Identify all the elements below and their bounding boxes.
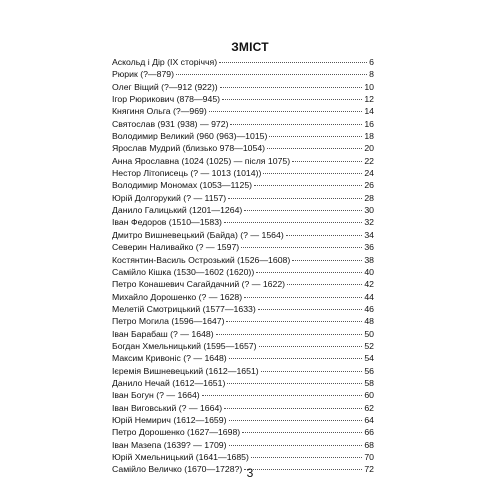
toc-entry — [112, 340, 374, 352]
toc-entry-page: 40 — [364, 266, 374, 277]
toc-entry — [112, 352, 374, 364]
toc-entry-page: 12 — [364, 94, 374, 105]
toc-entry — [112, 130, 374, 142]
toc-entry — [112, 291, 374, 303]
toc-entry-page: 46 — [364, 303, 374, 314]
toc-entry-title: Юрій Долгорукий (? — 1157) — [112, 192, 227, 203]
toc-entry-title: Максим Кривоніс (? — 1648) — [112, 353, 227, 364]
toc-entry-title: Іван Богун (? — 1664) — [112, 390, 200, 401]
dot-leader — [251, 456, 362, 458]
toc-entry — [112, 439, 374, 451]
toc-entry-page: 16 — [364, 118, 374, 129]
toc-entry-title: Мелетій Смотрицький (1577—1633) — [112, 303, 256, 314]
dot-leader — [267, 147, 362, 149]
dot-leader — [259, 345, 363, 347]
toc-entry-title: Іван Барабаш (? — 1648) — [112, 328, 214, 339]
page-title: ЗМІСТ — [231, 40, 269, 54]
toc-entry — [112, 118, 374, 130]
toc-entry — [112, 56, 374, 68]
toc-entry-page: 38 — [364, 254, 374, 265]
dot-leader — [229, 444, 363, 446]
dot-leader — [224, 221, 362, 223]
dot-leader — [216, 333, 363, 335]
toc-entry — [112, 414, 374, 426]
toc-entry — [112, 402, 374, 414]
toc-entry — [112, 254, 374, 266]
dot-leader — [244, 209, 362, 211]
dot-leader — [286, 234, 363, 236]
toc-entry-page: 6 — [369, 57, 374, 67]
toc-entry-page: 36 — [364, 242, 374, 253]
toc-entry-page: 10 — [364, 81, 374, 92]
page-number: 3 — [246, 466, 254, 480]
toc-entry-page: 48 — [364, 316, 374, 327]
dot-leader — [261, 370, 363, 372]
toc-entry — [112, 389, 374, 401]
toc-entry-page: 52 — [364, 340, 374, 351]
toc-entry-title: Ієремія Вишневецький (1612—1651) — [112, 365, 259, 376]
toc-entry-page: 34 — [364, 229, 374, 240]
toc-entry-title: Северин Наливайко (? — 1597) — [112, 242, 240, 253]
toc-entry — [112, 328, 374, 340]
toc-entry-title: Ігор Рюрикович (878—945) — [112, 94, 221, 105]
toc-entry-title: Юрій Хмельницький (1641—1685) — [112, 452, 249, 462]
toc-entry — [112, 451, 374, 463]
dot-leader — [258, 308, 363, 310]
toc-entry-page: 72 — [364, 464, 374, 475]
toc-entry — [112, 155, 374, 167]
dot-leader — [209, 110, 363, 112]
toc-entry-title: Володимир Мономах (1053—1125) — [112, 180, 253, 191]
toc-entry-title: Данило Нечай (1612—1651) — [112, 377, 226, 388]
toc-entry-title: Михайло Дорошенко (? — 1628) — [112, 291, 243, 302]
dot-leader — [226, 320, 362, 322]
dot-leader — [202, 394, 363, 396]
dot-leader — [227, 382, 362, 384]
toc-entry — [112, 81, 374, 93]
toc-entry-page: 56 — [364, 365, 374, 376]
toc-entry-page: 8 — [369, 69, 374, 80]
toc-entry-title: Петро Конашевич Сагайдачний (? — 1622) — [112, 279, 286, 290]
toc-entry — [112, 93, 374, 105]
toc-entry-page: 26 — [364, 180, 374, 191]
toc-entry — [112, 315, 374, 327]
toc-entry-title: Святослав (931 (938) — 972) — [112, 118, 229, 129]
dot-leader — [254, 184, 362, 186]
toc-entry — [112, 303, 374, 315]
toc-entry-page: 50 — [364, 328, 374, 339]
dot-leader — [176, 73, 367, 75]
toc-entry — [112, 241, 374, 253]
toc-entry — [112, 216, 374, 228]
toc-entry-page: 28 — [364, 192, 374, 203]
dot-leader — [292, 259, 362, 261]
dot-leader — [229, 357, 363, 359]
toc-entry-page: 62 — [364, 402, 374, 413]
dot-leader — [241, 246, 362, 248]
toc-entry-title: Анна Ярославна (1024 (1025) — після 1075) — [112, 155, 291, 166]
toc-entry — [112, 105, 374, 117]
toc-entry-title: Ярослав Мудрий (близько 978—1054) — [112, 143, 266, 154]
toc-entry-page: 68 — [364, 439, 374, 450]
dot-leader — [224, 407, 362, 409]
toc-entry-title: Богдан Хмельницький (1595—1657) — [112, 340, 257, 351]
dot-leader — [219, 61, 367, 63]
toc-entry-title: Рюрик (?—879) — [112, 69, 175, 80]
toc-entry-title: Княгиня Ольга (?—969) — [112, 106, 207, 117]
toc-entry-page: 24 — [364, 168, 374, 179]
toc-entry-page: 44 — [364, 291, 374, 302]
toc-entry-title: Аскольд і Дір (IX сторіччя) — [112, 57, 218, 67]
toc-entry — [112, 426, 374, 438]
dot-leader — [287, 283, 362, 285]
table-of-contents — [112, 56, 374, 476]
toc-entry — [112, 365, 374, 377]
toc-entry-page: 54 — [364, 353, 374, 364]
toc-entry-page: 32 — [364, 217, 374, 228]
dot-leader — [263, 172, 362, 174]
toc-entry-title: Данило Галицький (1201—1264) — [112, 205, 243, 216]
toc-entry-title: Петро Могила (1596—1647) — [112, 316, 225, 327]
toc-entry-page: 64 — [364, 414, 374, 425]
toc-entry-page: 60 — [364, 390, 374, 401]
toc-entry-page: 30 — [364, 205, 374, 216]
toc-entry-title: Петро Дорошенко (1627—1698) — [112, 427, 241, 438]
dot-leader — [242, 431, 362, 433]
toc-entry-page: 18 — [364, 131, 374, 142]
dot-leader — [220, 86, 363, 88]
toc-entry-title: Дмитро Вишневецький (Байда) (? — 1564) — [112, 229, 284, 240]
toc-entry-page: 22 — [364, 155, 374, 166]
toc-entry-title: Іван Федоров (1510—1583) — [112, 217, 222, 228]
toc-entry — [112, 142, 374, 154]
dot-leader — [229, 419, 363, 421]
toc-entry-title: Володимир Великий (960 (963)—1015) — [112, 131, 268, 142]
toc-entry-title: Іван Мазепа (1639? — 1709) — [112, 439, 227, 450]
dot-leader — [292, 160, 362, 162]
toc-entry — [112, 278, 374, 290]
toc-entry-page: 58 — [364, 377, 374, 388]
toc-entry-title: Самійло Величко (1670—1728?) — [112, 464, 243, 475]
toc-entry — [112, 377, 374, 389]
toc-entry-title: Юрій Немирич (1612—1659) — [112, 414, 227, 425]
toc-entry-title: Самійло Кішка (1530—1602 (1620)) — [112, 266, 255, 277]
toc-entry-page: 14 — [364, 106, 374, 117]
toc-entry-page: 20 — [364, 143, 374, 154]
dot-leader — [256, 271, 362, 273]
toc-entry — [112, 68, 374, 80]
dot-leader — [269, 135, 362, 137]
toc-entry — [112, 192, 374, 204]
dot-leader — [230, 123, 362, 125]
toc-entry-page: 66 — [364, 427, 374, 438]
toc-entry — [112, 229, 374, 241]
dot-leader — [228, 197, 362, 199]
toc-entry — [112, 266, 374, 278]
toc-entry-page: 70 — [364, 452, 374, 462]
toc-entry — [112, 167, 374, 179]
dot-leader — [222, 98, 362, 100]
toc-entry-title: Іван Виговський (? — 1664) — [112, 402, 223, 413]
toc-entry-title: Нестор Літописець (? — 1013 (1014)) — [112, 168, 262, 179]
toc-entry — [112, 204, 374, 216]
dot-leader — [244, 296, 362, 298]
toc-entry-page: 42 — [364, 279, 374, 290]
toc-entry — [112, 179, 374, 191]
toc-entry-title: Олег Віщий (?—912 (922)) — [112, 81, 218, 92]
toc-entry-title: Костянтин-Василь Острозький (1526—1608) — [112, 254, 291, 265]
